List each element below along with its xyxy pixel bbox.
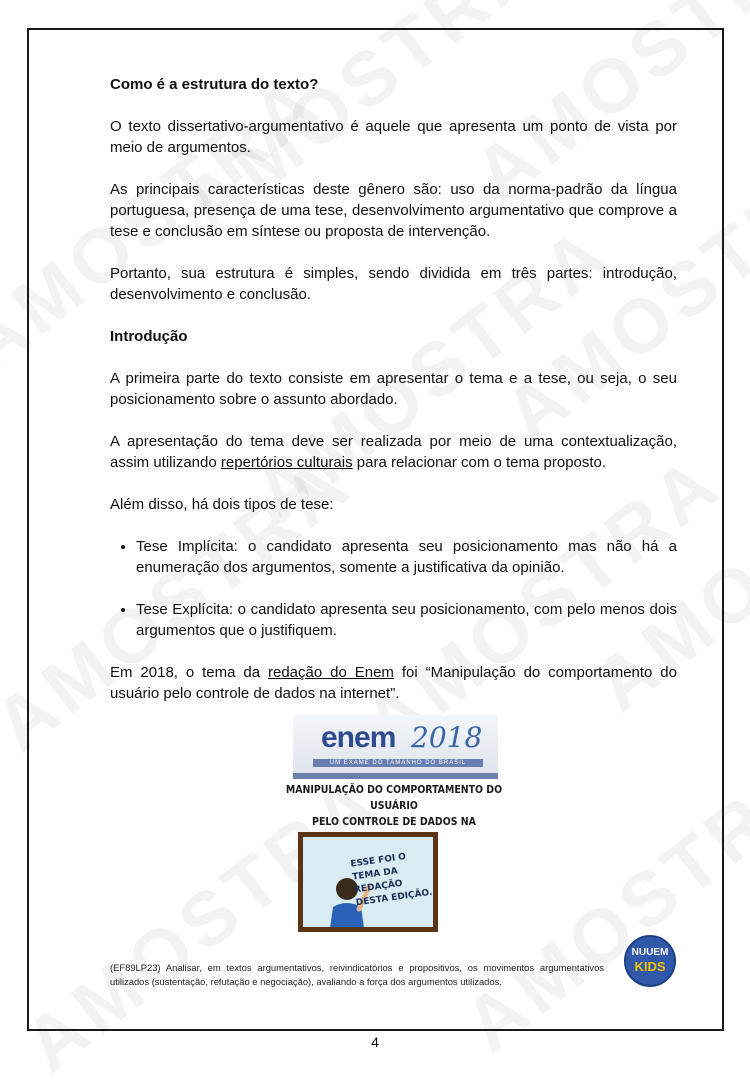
enem-tagline: UM EXAME DO TAMANHO DO BRASIL xyxy=(313,759,483,767)
board-line: ESSE FOI O TEMA DA xyxy=(349,852,407,883)
skill-footnote: (EF89LP23) Analisar, em textos argumentativos, reivindicatórios e propositivos, os movimentos argumentativos utilizados (sustentação, refutação e negociação), avaliando a força dos argumentos utilizados. xyxy=(110,962,604,987)
paragraph: Além disso, há dois tipos de tese: xyxy=(110,496,334,513)
repertorios-link[interactable]: repertórios culturais xyxy=(220,454,353,471)
paragraph: Portanto, sua estrutura é simples, sendo dividida em três partes: introdução, desenvolvimento e conclusão. xyxy=(110,265,677,303)
enem-illustration xyxy=(285,715,503,945)
paragraph: A primeira parte do texto consiste em apresentar o tema e a tese, ou seja, o seu posicionamento sobre o assunto abordado. xyxy=(110,370,677,408)
logo-text-bottom: KIDS xyxy=(634,959,666,974)
chalkboard-surface xyxy=(303,837,433,927)
chalkboard-text xyxy=(350,848,433,911)
enem-logo-year: 2018 xyxy=(411,721,483,754)
paragraph: As principais características deste gênero são: uso da norma-padrão da língua portuguesa, presença de uma tese, desenvolvimento argumentativo que comprove a tese e conclusão em síntese ou proposta de intervenção. xyxy=(110,181,677,240)
section-heading: Como é a estrutura do texto? xyxy=(110,76,319,93)
paragraph-text: Em 2018, o tema da xyxy=(110,664,268,681)
list-item: • Tese Explícita: o candidato apresenta seu posicionamento, com pelo menos dois argumentos que o justifiquem. xyxy=(136,599,677,641)
list-item: • Tese Implícita: o candidato apresenta seu posicionamento mas não há a enumeração dos argumentos, somente a justificativa da opinião. xyxy=(136,536,677,578)
theme-line: MANIPULAÇÃO DO COMPORTAMENTO DO USUÁRIO xyxy=(285,783,503,812)
redacao-enem-link[interactable]: redação do Enem xyxy=(268,664,394,681)
nuuem-kids-logo xyxy=(624,935,676,987)
chalkboard xyxy=(298,832,438,932)
paragraph xyxy=(110,431,677,473)
section-heading: Introdução xyxy=(110,328,188,345)
page-number: 4 xyxy=(371,1034,379,1050)
thesis-list xyxy=(110,536,677,641)
logo-text-top: NUUEM xyxy=(631,947,669,958)
paragraph-text: para relacionar com o tema proposto. xyxy=(352,454,607,471)
board-line: REDAÇÃO DESTA EDIÇÃO. xyxy=(353,878,433,909)
paragraph-text: foi “Manipulação do comportamento do usuário pelo controle de dados na internet”. xyxy=(110,664,677,702)
paragraph-text: A apresentação do tema deve ser realizada por meio de uma contextualização, assim utilizando xyxy=(110,433,677,471)
enem-logo-word: enem xyxy=(321,721,396,754)
theme-line: PELO CONTROLE DE DADOS NA xyxy=(312,815,476,828)
enem-logo xyxy=(293,715,498,779)
document-body xyxy=(110,70,677,704)
paragraph: O texto dissertativo-argumentativo é aquele que apresenta um ponto de vista por meio de argumentos. xyxy=(110,118,677,156)
paragraph xyxy=(110,662,677,704)
